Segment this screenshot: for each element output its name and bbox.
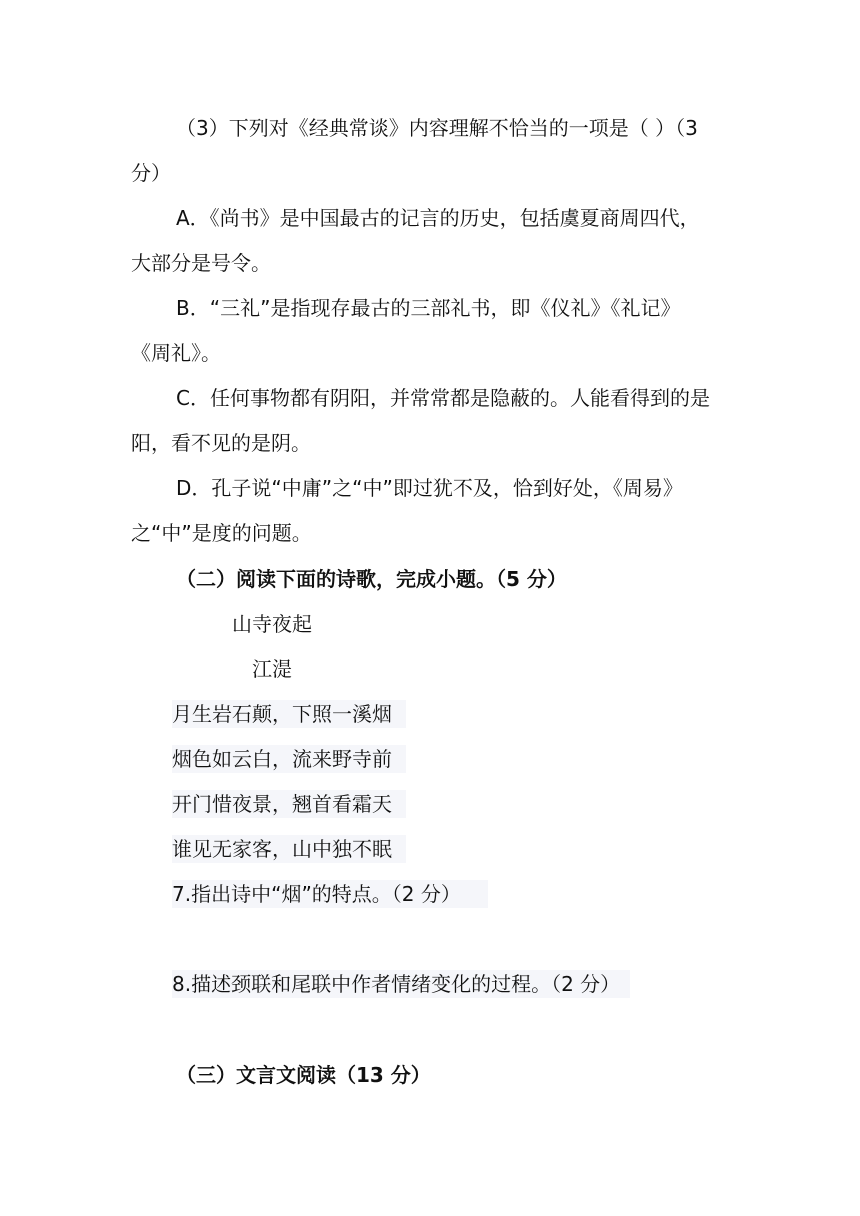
- q3-option-d-line1: D．孔子说“中庸”之“中”即过犹不及，恰到好处，《周易》: [176, 476, 683, 500]
- q3-option-c-line1: C．任何事物都有阴阳，并常常都是隐蔽的。人能看得到的是: [176, 386, 710, 410]
- q3-option-a-line2: 大部分是号令。: [131, 251, 271, 275]
- q3-option-a-line1: A．《尚书》是中国最古的记言的历史，包括虞夏商周四代，: [176, 206, 700, 230]
- q3-option-d-line2: 之“中”是度的问题。: [131, 521, 312, 545]
- question-7: 7.指出诗中“烟”的特点。（2 分）: [172, 880, 488, 908]
- poem-title: 山寺夜起: [232, 612, 312, 636]
- poem-line: 开门惜夜景，翘首看霜天: [172, 790, 406, 818]
- q3-option-b-line2: 《周礼》。: [131, 341, 221, 365]
- q3-stem-line1: （3）下列对《经典常谈》内容理解不恰当的一项是（ ）（3: [176, 116, 698, 140]
- poem-line: 谁见无家客，山中独不眠: [172, 835, 406, 863]
- question-8: 8.描述颈联和尾联中作者情绪变化的过程。（2 分）: [172, 970, 630, 998]
- q3-stem-line2: 分）: [131, 161, 171, 185]
- poem-line: 烟色如云白，流来野寺前: [172, 745, 406, 773]
- section-3-heading: （三）文言文阅读（13 分）: [176, 1063, 431, 1087]
- poem-author: 江湜: [252, 657, 292, 681]
- q3-option-b-line1: B．“三礼”是指现存最古的三部礼书，即《仪礼》《礼记》: [176, 296, 681, 320]
- section-2-heading: （二）阅读下面的诗歌，完成小题。（5 分）: [176, 567, 567, 591]
- poem-line: 月生岩石颠，下照一溪烟: [172, 700, 406, 728]
- q3-option-c-line2: 阳，看不见的是阴。: [131, 431, 311, 455]
